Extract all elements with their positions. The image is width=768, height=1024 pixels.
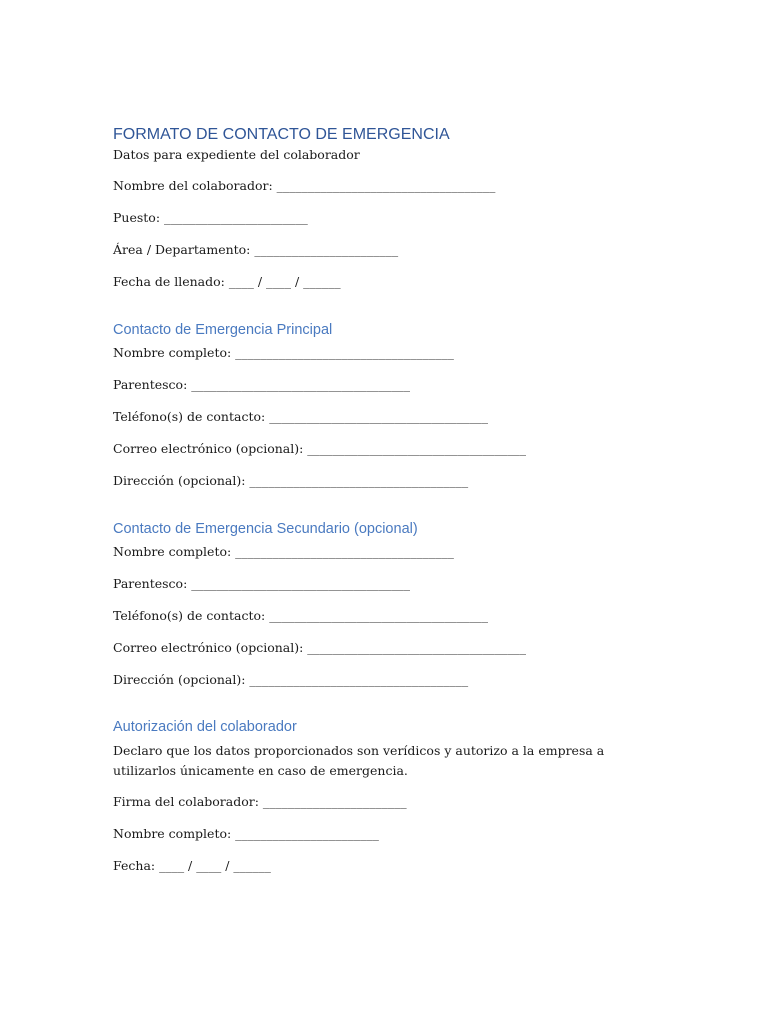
form-body xyxy=(113,125,673,875)
secondary-relationship-field: Parentesco: ___________________________________ xyxy=(113,576,411,591)
department-field: Área / Departamento: _______________________ xyxy=(113,242,399,257)
primary-email-field: Correo electrónico (opcional): ___________________________________ xyxy=(113,441,527,456)
primary-contact-section xyxy=(113,321,673,490)
authorization-statement: Declaro que los datos proporcionados son verídicos y autorizo a la empresa a utilizarlos únicamente en caso de emergencia. xyxy=(113,743,605,778)
form-subtitle: Datos para expediente del colaborador xyxy=(113,147,360,162)
primary-address-field: Dirección (opcional): ___________________________________ xyxy=(113,473,469,488)
secondary-phone-field: Teléfono(s) de contacto: ___________________________________ xyxy=(113,608,488,623)
secondary-address-field: Dirección (opcional): ___________________________________ xyxy=(113,672,469,687)
secondary-full-name-field: Nombre completo: ___________________________________ xyxy=(113,544,454,559)
authorization-date-field: Fecha: ____ / ____ / ______ xyxy=(113,858,271,873)
primary-full-name-field: Nombre completo: ___________________________________ xyxy=(113,345,454,360)
authorization-section xyxy=(113,718,673,875)
primary-phone-field: Teléfono(s) de contacto: ___________________________________ xyxy=(113,409,488,424)
form-title: FORMATO DE CONTACTO DE EMERGENCIA xyxy=(113,126,450,143)
position-field: Puesto: _______________________ xyxy=(113,210,308,225)
signature-field: Firma del colaborador: _______________________ xyxy=(113,794,407,809)
employee-name-field: Nombre del colaborador: ___________________________________ xyxy=(113,178,496,193)
secondary-contact-section xyxy=(113,520,673,689)
secondary-email-field: Correo electrónico (opcional): ___________________________________ xyxy=(113,640,527,655)
primary-relationship-field: Parentesco: ___________________________________ xyxy=(113,377,411,392)
secondary-contact-heading: Contacto de Emergencia Secundario (opcional) xyxy=(113,521,418,537)
employee-fields xyxy=(113,177,673,291)
authorization-heading: Autorización del colaborador xyxy=(113,719,297,735)
primary-contact-heading: Contacto de Emergencia Principal xyxy=(113,322,333,338)
fill-date-field: Fecha de llenado: ____ / ____ / ______ xyxy=(113,274,341,289)
authorization-name-field: Nombre completo: _______________________ xyxy=(113,826,379,841)
